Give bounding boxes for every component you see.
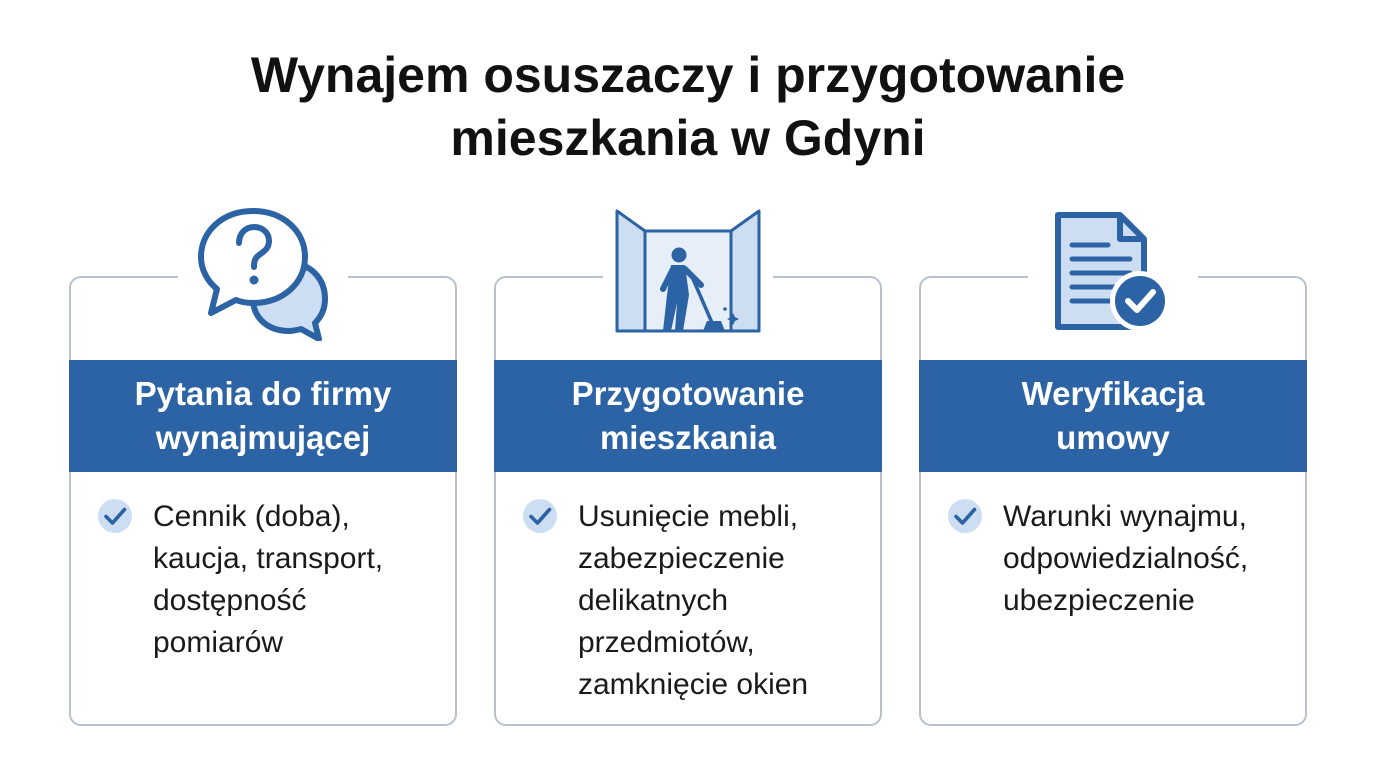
item-line: pomiarów bbox=[153, 626, 284, 659]
card-heading bbox=[494, 360, 882, 472]
card-heading-line: mieszkania bbox=[599, 419, 777, 456]
checklist-item-text bbox=[1003, 496, 1248, 622]
document-checkmark-icon bbox=[1048, 211, 1178, 335]
item-line: odpowiedzialność, bbox=[1003, 542, 1249, 575]
card-icon-holder bbox=[1028, 200, 1198, 346]
card-icon-holder bbox=[603, 200, 773, 346]
card-heading-line: Przygotowanie bbox=[571, 375, 805, 412]
page-title bbox=[0, 44, 1376, 170]
checkmark-icon bbox=[97, 498, 133, 534]
item-line: zabezpieczenie bbox=[578, 542, 785, 575]
item-line: Usunięcie mebli, bbox=[578, 500, 799, 533]
card-heading-line: Pytania do firmy bbox=[134, 375, 392, 412]
card-icon-holder bbox=[178, 200, 348, 346]
checklist-item bbox=[522, 496, 862, 706]
card-heading bbox=[919, 360, 1307, 472]
checkmark-icon bbox=[947, 498, 983, 534]
checklist-item bbox=[97, 496, 437, 664]
item-line: delikatnych bbox=[578, 584, 729, 617]
card-heading-line: umowy bbox=[1056, 419, 1170, 456]
question-speech-bubbles-icon bbox=[193, 205, 333, 341]
card-heading-line: Weryfikacja bbox=[1021, 375, 1205, 412]
checklist-item-text bbox=[153, 496, 383, 664]
card-heading-line: wynajmującej bbox=[155, 419, 371, 456]
card-heading bbox=[69, 360, 457, 472]
item-line: kaucja, transport, bbox=[153, 542, 384, 575]
item-line: przedmiotów, bbox=[578, 626, 755, 659]
checklist-item bbox=[947, 496, 1287, 622]
page-title-line-2: mieszkania w Gdyni bbox=[450, 110, 926, 166]
person-sweeping-room-icon bbox=[613, 209, 763, 337]
item-line: zamknięcie okien bbox=[578, 668, 809, 701]
checklist-item-text bbox=[578, 496, 808, 706]
item-line: dostępność bbox=[153, 584, 307, 617]
item-line: Warunki wynajmu, bbox=[1003, 500, 1247, 533]
item-line: Cennik (doba), bbox=[153, 500, 350, 533]
checkmark-icon bbox=[522, 498, 558, 534]
page-title-line-1: Wynajem osuszaczy i przygotowanie bbox=[250, 47, 1126, 103]
item-line: ubezpieczenie bbox=[1003, 584, 1195, 617]
